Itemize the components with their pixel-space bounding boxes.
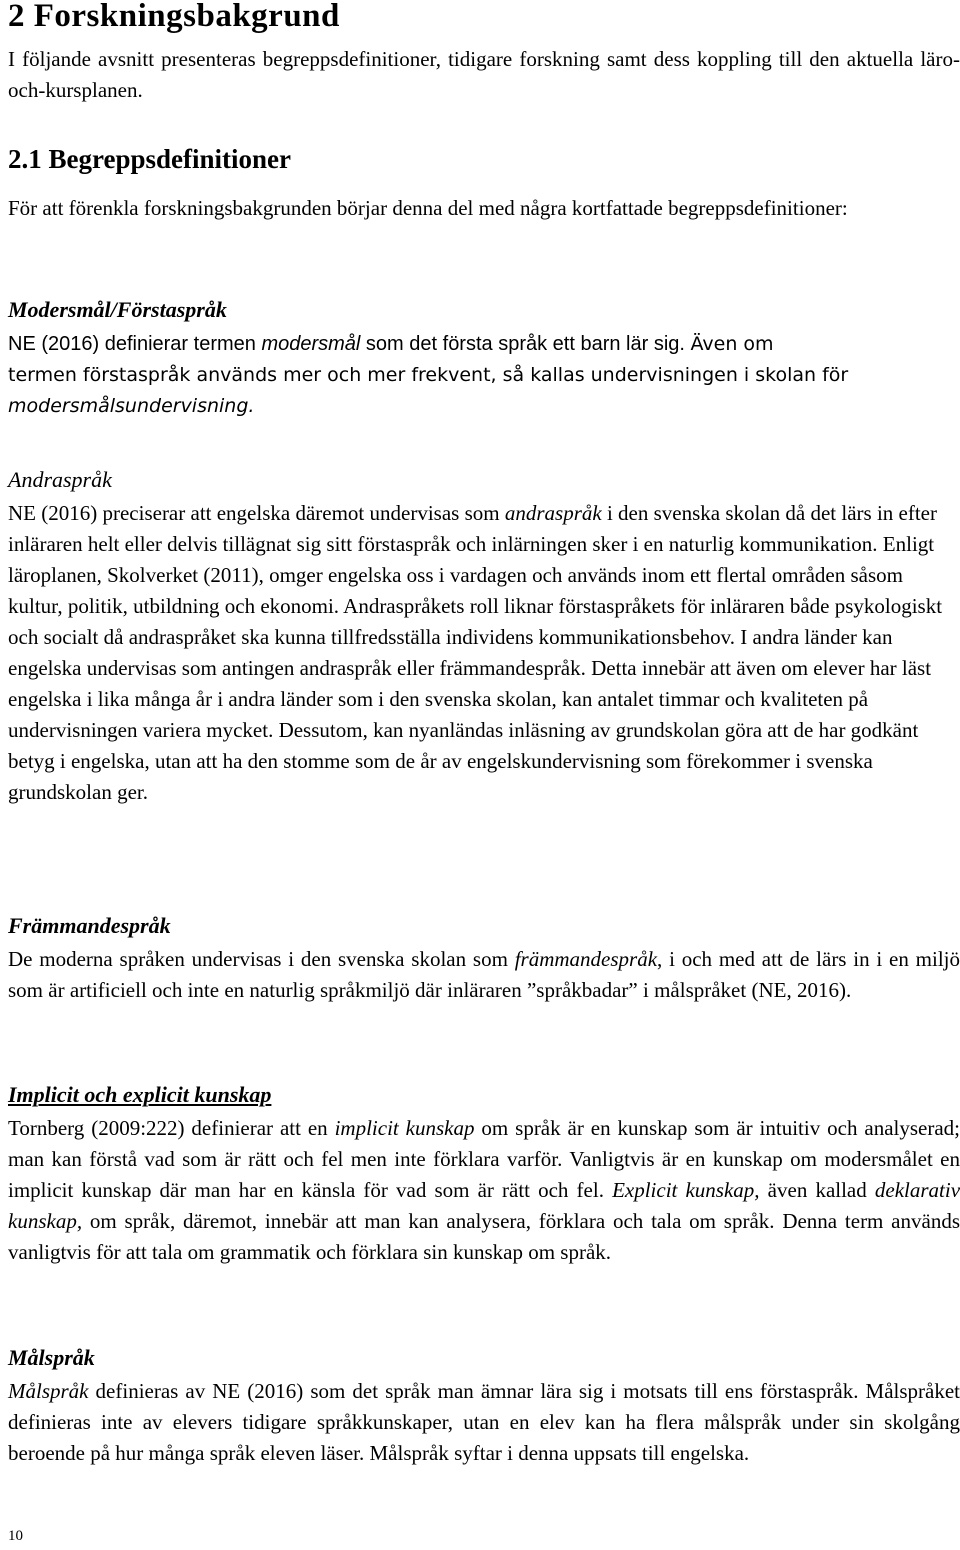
- malsprak-text: definieras av NE (2016) som det språk man ämnar lära sig i motsats till ens förstaspråk. Målspråket definieras inte av elevers tidigare språkkunskaper, utan en elev kan ha flera målspråk under sin skolgång beroende på hur många språk eleven läser. Målspråk syftar i denna uppsats till engelska.: [8, 1379, 960, 1465]
- modersmal-heading: Modersmål/Förstaspråk: [8, 297, 227, 322]
- frammandesprak-term: främmandespråk: [514, 947, 658, 971]
- andrasprak-text-2: i den svenska skolan då det lärs in efter inläraren helt eller delvis tillägnat sig sitt förstaspråk och inlärningen sker i en naturlig kommunikation. Enligt läroplanen, Skolverket (2011), omger engelska oss i vardagen och används inom ett flertal områden såsom kultur, politik, utbildning och ekonomi. Andraspråkets roll liknar förstaspråkets för inläraren både psykologiskt och socialt då andraspråket ska kunna tillfredsställa individens kommunikationsbehov. I andra länder kan engelska undervisas som antingen andraspråk eller främmandespråk. Detta innebär att även om elever har läst engelska i lika många år i andra länder som i den svenska skolan, kan antalet timmar och kvaliteten på undervisningen variera mycket. Dessutom, kan nyanländas inläsning av grundskolan göra att de har godkänt betyg i engelska, utan att ha den stomme som de år av engelskundervisning som förekommer i svenska grundskolan ger.: [8, 501, 943, 804]
- frammandesprak-text-1: De moderna språken undervisas i den svenska skolan som: [8, 947, 515, 971]
- section-intro: I följande avsnitt presenteras begreppsdefinitioner, tidigare forskning samt dess koppling till den aktuella läro-och-kursplanen.: [8, 47, 960, 102]
- modersmal-paragraph: [8, 328, 960, 422]
- andrasprak-paragraph: [8, 498, 960, 808]
- andrasprak-heading: Andraspråk: [8, 467, 112, 492]
- malsprak-term: Målspråk: [8, 1379, 89, 1403]
- implicit-text-1: Tornberg (2009:222) definierar att en: [8, 1116, 335, 1140]
- modersmal-term: modersmål: [261, 333, 361, 355]
- frammandesprak-text-2: , i och med att de lärs in i en miljö som är artificiell och inte en naturlig språkmiljö där inläraren ”språkbadar” i målspråket (NE, 2016).: [8, 947, 960, 1002]
- frammandesprak-paragraph: [8, 944, 960, 1006]
- modersmal-text-3: Även om: [690, 333, 774, 355]
- subsection-title: 2.1 Begreppsdefinitioner: [8, 144, 291, 174]
- implicit-heading: Implicit och explicit kunskap: [8, 1082, 272, 1107]
- frammandesprak-heading: Främmandespråk: [8, 913, 171, 938]
- modersmal-text-1: NE (2016) definierar termen: [8, 333, 262, 355]
- deklarativ-term: deklarativ kunskap,: [8, 1178, 960, 1233]
- malsprak-paragraph: [8, 1376, 960, 1469]
- andrasprak-text-1: NE (2016) preciserar att engelska däremot undervisas som: [8, 501, 505, 525]
- malsprak-heading: Målspråk: [8, 1345, 95, 1370]
- subsection-intro: För att förenkla forskningsbakgrunden börjar denna del med några kortfattade begreppsdefinitioner:: [8, 196, 848, 220]
- modersmal-line-2: termen förstaspråk används mer och mer frekvent, så kallas undervisningen i skolan för: [8, 364, 849, 386]
- modersmal-text-2: som det första språk ett barn lär sig.: [360, 333, 691, 355]
- modersmal-line-3: modersmålsundervisning.: [8, 395, 255, 417]
- implicit-term: implicit kunskap: [334, 1116, 475, 1140]
- implicit-paragraph: [8, 1113, 960, 1268]
- section-title: 2 Forskningsbakgrund: [8, 0, 340, 34]
- implicit-text-3: även kallad: [759, 1178, 875, 1202]
- explicit-term: Explicit kunskap,: [612, 1178, 760, 1202]
- page-number: 10: [8, 1528, 23, 1544]
- andrasprak-term: andraspråk: [504, 501, 602, 525]
- implicit-text-4: om språk, däremot, innebär att man kan analysera, förklara och tala om språk. Denna term används vanligtvis för att tala om grammatik och förklara sin kunskap om språk.: [8, 1209, 960, 1264]
- implicit-text-2: om språk är en kunskap som är intuitiv och analyserad; man kan förstå vad som är rätt och fel men inte förklara varför. Vanligtvis är en kunskap om modersmålet en implicit kunskap där man har en känsla för vad som är rätt och fel.: [8, 1116, 960, 1202]
